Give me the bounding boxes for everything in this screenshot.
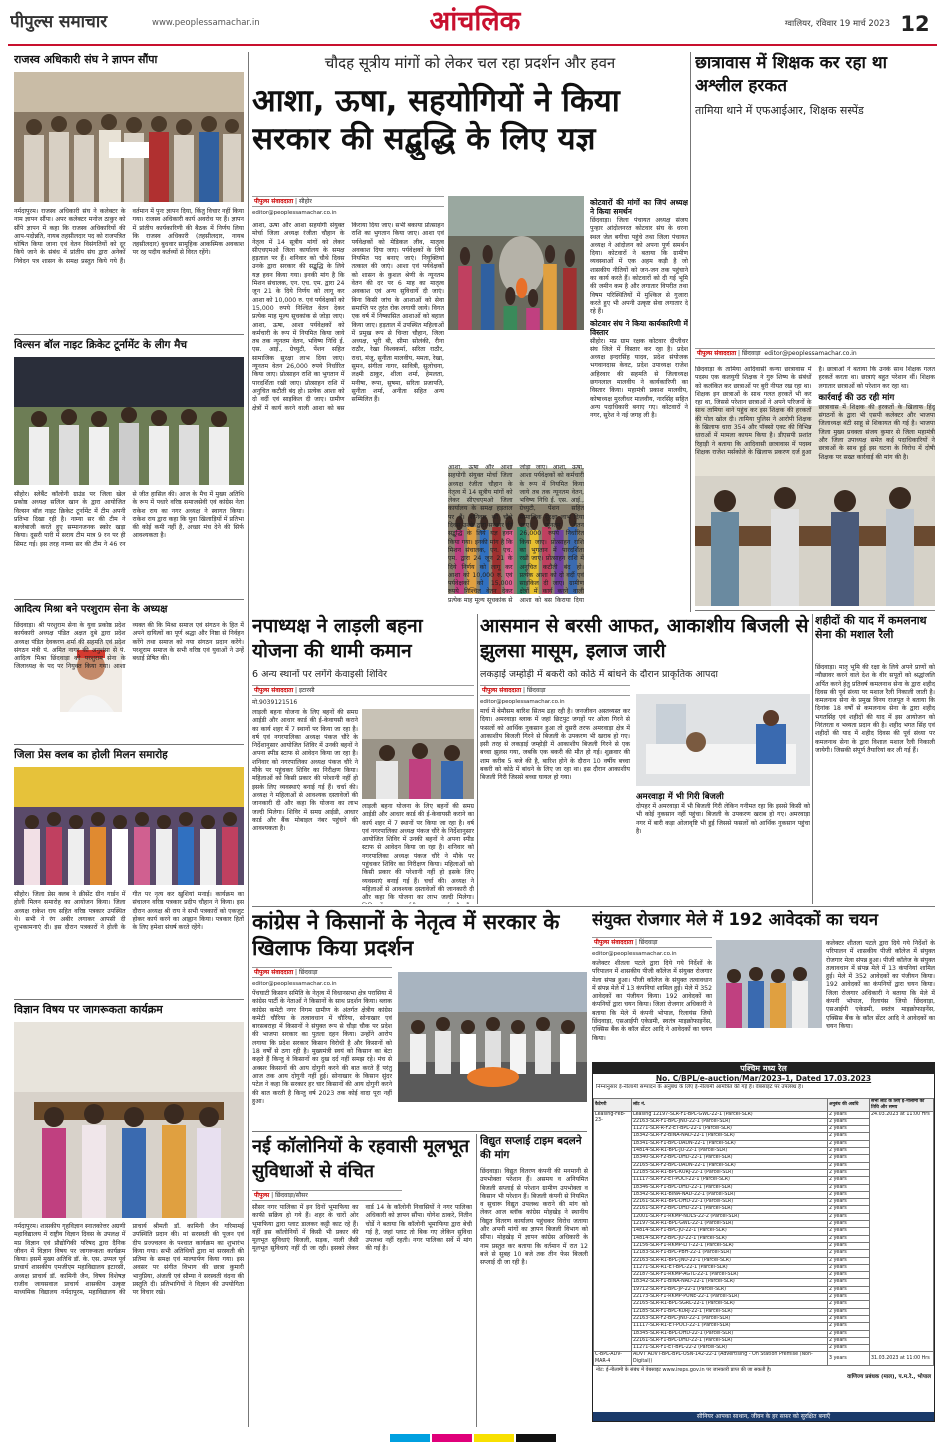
cell-lot: 12183-SLR-F1-BPL-PBH-22-1 (Parcel-SLR) xyxy=(632,1250,828,1257)
body-text: सौसर नगर पालिका में इन दिनों भूमाफिया का काफी सक्रिय हो गये हैं। शहर के चारों ओर भूमाफिया द्वारा प्लाट डालकर कट्टी काट रहे हैं। वहीं इस कॉलोनियों में किसी भी प्रकार की मूलभूत सुविधाएं बिजली, सड़क, नाली जैसी मूलभूत सुविधाएं नहीं दी जा रही। इसको लेकर वार्ड 14 के कॉलोनी निवासियों ने नगर पालिका अधिकारी को ज्ञापन सौंपा। योगेश ठाकरे, नितीन चोर्डे ने बताया कि कॉलोनी भूमाफिया द्वारा बेची गई है, जहां प्लाट तो बिक गए लेकिन सुविधा उपलब्ध नहीं रहती। नगर पालिका सर्वे में मांग की गई है। xyxy=(252,1204,472,1253)
cell-period: 2 years xyxy=(828,1286,870,1293)
cell-period: 2 years xyxy=(828,1169,870,1176)
body-text: कलेक्टर शीतला पटले द्वारा दिये गये निर्देशों के परिपालन में शासकीय पीजी कॉलेज में संयुक्त रोजगार मेला संपन्न हुआ। पीजी कॉलेज के संयुक्त तत्वावधान में संपन्न मेले में 13 कंपनियां शामिल हुई। मेले में 352 आवेदकों का पंजीयन किया। 192 आवेदकों का कंपनियों द्वारा चयन किया। जिला रोजगार अधिकारी ने बताया कि मेले में कंपनी भोपाल, रिलायंस जियो छिंदवाड़ा, एसआईपी एकेडमी, स्वतंत्र माइक्रोफाइनेंस, एक्सिस बैंक के कॉल सेंटर आदि ने आवेदकों का चयन किया। xyxy=(592,960,712,1042)
cell-lot: 14814-SLR-R1-BPL-JU-22-1 (Parcel-SLR) xyxy=(632,1148,828,1155)
byline: पीपुल्स संवाददाता | छिंदवाड़ा xyxy=(480,685,630,696)
headline: नई कॉलोनियों के रहवासी मूलभूत सुविधाओं से वंचित xyxy=(252,1136,470,1182)
body-text: छिंदवाड़ा। विद्युत वितरण कंपनी की मनमानी से उपभोक्ता परेशान हैं। असमय व अनियमित बिजली सप्लाई से परेशान ग्रामीण उपभोक्ता व किसान भी परेशान हैं। बिजली कंपनी से नियमित व सुचारू विद्युत उपलब्ध कराने की मांग को लेकर आज ब्लॉक कांग्रेस मोहखेड़ ने स्थानीय विद्युत वितरण कार्यालय पहुंचकर विरोध जताया और अपनी मांगों का ज्ञापन बिजली विभाग को सौंपा। मोहखेड़ में ज्ञापन कांग्रेस अधिकारी के नाम प्रस्तुत कर बताया कि वर्तमान में रात 12 बजे से सुबह 10 बजे तक तीन फेस बिजली सप्लाई दी जा रही है। xyxy=(480,1168,588,1267)
cell-period: 2 years xyxy=(828,1294,870,1301)
color-registration-strip xyxy=(0,1430,945,1445)
cell-period: 2 years xyxy=(828,1213,870,1220)
cell-period: 2 years xyxy=(828,1199,870,1206)
cell-period: 2 years xyxy=(828,1242,870,1249)
body-continuation: कलेक्टर शीतला पटले द्वारा दिये गये निर्देशों के परिपालन में शासकीय पीजी कॉलेज में संयुक्त रोजगार मेला संपन्न हुआ। पीजी कॉलेज के संयुक्त तत्वावधान में संपन्न मेले में 13 कंपनियां शामिल हुई। मेले में 352 आवेदकों का पंजीयन किया। 192 आवेदकों का कंपनियों द्वारा चयन किया। जिला रोजगार अधिकारी ने बताया कि मेले में कंपनी भोपाल, रिलायंस जियो छिंदवाड़ा, एसआईपी एकेडमी, स्वतंत्र माइक्रोफाइनेंस, एक्सिस बैंक के कॉल सेंटर आदि ने आवेदकों का चयन किया। xyxy=(826,940,935,1030)
body-text-2: दोपहर में अमरवाड़ा में भी बिजली गिरी लेकिन गनीमत रहा कि इससे किसी को भी कोई नुकसान नहीं पहुंचा। बिजली के उपकरण खराब हो गए। अमरवाड़ा नगर में बारी कड़ा ओलावृष्टि भी हुई जिससे फसलों को आर्थिक नुकसान पहुंचा है। xyxy=(636,803,810,835)
divider xyxy=(14,999,244,1000)
byline: पीपुल्स संवाददाता | छिंदवाड़ा editor@peoplessamachar.co.in xyxy=(695,348,935,359)
photo-ladli xyxy=(362,709,474,799)
story-press xyxy=(14,747,244,997)
photo-seminar xyxy=(14,1022,244,1218)
byline-email[interactable]: editor@peoplessamachar.co.in xyxy=(764,350,857,357)
cell-period: 3 years xyxy=(828,1352,870,1366)
photo-havan xyxy=(448,196,584,330)
headline: विद्युत सप्लाई टाइम बदलने की मांग xyxy=(480,1135,582,1161)
photo-holi xyxy=(14,767,244,885)
logo xyxy=(10,8,150,36)
tender-table xyxy=(593,1098,934,1366)
cell-lot: 22173-SLR-F1-RKMP-PUNE-22-1 (Parcel-SLR) xyxy=(632,1294,828,1301)
cell-period: 2 years xyxy=(828,1155,870,1162)
byline-place: छिंदवाड़ा xyxy=(741,350,761,357)
story-kotwar xyxy=(590,196,688,607)
table-row-advt xyxy=(594,1352,934,1366)
cell-lot: ADVT ADVT-BPL-BPL-OSN-142-22-1 (Advertising - On Station Premise (Non-Digital)) xyxy=(632,1352,828,1366)
photo-hospital xyxy=(636,694,810,786)
headline: जिला प्रेस क्लब का होली मिलन समारोह xyxy=(14,749,168,761)
headline: राजस्व अधिकारी संघ ने ज्ञापन सौंपा xyxy=(14,53,158,66)
cell-period: 2 years xyxy=(828,1206,870,1213)
headline: कांग्रेस ने किसानों के नेतृत्व में सरकार के खिलाफ किया प्रदर्शन xyxy=(252,910,560,960)
byline-source: पीपुल्स xyxy=(254,1192,270,1199)
divider xyxy=(252,1131,587,1132)
asha-byline xyxy=(252,196,444,218)
cell-lot: 11117-SLR-R1-ET-POCI-22-1 (Parcel-SLR) xyxy=(632,1323,828,1330)
hostel-byline xyxy=(695,348,935,368)
headline: आसमान से बरसी आफत, आकाशीय बिजली से झुलसा मासूम, इलाज जारी xyxy=(480,615,809,662)
hostel-body xyxy=(695,366,935,608)
body-continuation: आशा, ऊषा और आशा सहयोगी संयुक्त मोर्चा जिला अध्यक्ष रंजीता चौहान के नेतृत्व में 14 सूत्रीय मांगों को लेकर सीएचएमओ जिला कार्यालय के समक्ष हड़ताल पर हैं। शनिवार को चौथे दिवस उनके द्वारा सरकार की सद्बुद्धि के लिये यज्ञ हवन किया गया। इनकी मांग है कि मिशन संचालक, एन. एच. एम. द्वारा 24 जून 21 के दिये निर्णय को लागू कर आशा को 10,000 रु. एवं पर्यवेक्षकों को 15,000 रुपये निश्चित वेतन देकर प्रत्येक माह मूल्य सूचकांक से जोड़ा जाए। आशा, ऊषा, आशा पर्यवेक्षकों को कर्मचारी के रूप में नियमित किया जाये तब तक न्यूनतम वेतन, भविष्य निधि ई. एस. आई., ग्रेच्युटी, पेंशन सहित सामाजिक सुरक्षा लाभ दिया जाए। न्यूनतम वेतन 26,000 रुपये निर्धारित किया जाए। प्रोत्साहन राशि का भुगतान में पारदर्शिता रखी जाए। प्रोत्साहन राशि में अनुचित कटौती बंद हो। प्रत्येक आशा को दो वर्दी एवं साइकिल दी जाए। ग्रामीण क्षेत्रों में कार्य करने वाली आशा को बस किराया दिया xyxy=(448,464,584,604)
column-divider xyxy=(812,614,813,904)
th-date: सभी लॉट के लिए ई-नीलामी की तिथि और समय xyxy=(870,1099,934,1112)
cell-category: Leasing-Feb-23- xyxy=(594,1111,632,1352)
cell-period: 2 years xyxy=(828,1323,870,1330)
headline: आशा, ऊषा, सहयोगियों ने किया सरकार की सद्बुद्धि के लिए यज्ञ xyxy=(252,83,620,157)
cell-period: 2 years xyxy=(828,1162,870,1169)
cell-lot: 12185-SLR-F1-BPL-KURJ-22-1 (Parcel-SLR) xyxy=(632,1308,828,1315)
cell-period: 2 years xyxy=(828,1148,870,1155)
headline: संयुक्त रोजगार मेले में 192 आवेदकों का चयन xyxy=(592,910,879,929)
byline-email[interactable]: editor@peoplessamachar.co.in xyxy=(252,210,337,216)
body-text: छिंदवाड़ा। जिला पंचायत अध्यक्ष संजय पुन्हार आंदोलनरत कोटवार संघ के धरना स्थल जेल बगीचा पहुंचे तथा जिला पंचायत अध्यक्ष ने आंदोलन को अपना पूर्ण समर्थन दिया। कोटवारों ने बताया कि ग्रामीण व्यवस्थाओं में एक अहम कड़ी है जो शासकीय नीतियों को जन-जन तक पहुंचाने का कार्य करते हैं। कोटवारों को दी गई भूमि की जमीन कम है और लगातार विपरीत तथा विषम परिस्थितियों में मुश्किल से गुजारा करते हुए भी अपनी उत्कृष्ट सेवा लगातार दे रहे हैं। xyxy=(590,217,688,316)
cell-period: 2 years xyxy=(828,1228,870,1235)
cell-period: 2 years xyxy=(828,1345,870,1352)
asha-body-right xyxy=(448,464,584,607)
cell-lot: 22163-SLR-F1-BPL-JNU-22-1 (Parcel-SLR) xyxy=(632,1118,828,1125)
story-hostel xyxy=(695,52,935,202)
photo-memorandum xyxy=(14,72,244,202)
cell-lot: 11271-SLR-R1-ET-BPL-22-1 (Parcel-SLR) xyxy=(632,1264,828,1271)
cell-period: 2 years xyxy=(828,1177,870,1184)
body-text: नर्मदापुरम। शासकीय गृहविज्ञान स्नातकोत्तर अग्रणी महाविद्यालय में राष्ट्रीय विज्ञान दिवस के उपलक्ष में मप्र विज्ञान एवं प्रौद्योगिकी परिषद द्वारा दैनिक जीवन में विज्ञान विषय पर जागरूकता कार्यक्रम किया। इसमें मुख्य अतिथि डॉ. के. एस. उप्पल पूर्व प्राचार्य शासकीय एमजीएम महाविद्यालय इटारसी, अध्यक्ष प्राचार्य डॉ. कामिनी जैन, विषय विशेषज्ञ राजीव जायसवाल प्राचार्य शासकीय उत्कृष्ट माध्यमिक विद्यालय नर्मदापुरम, महाविद्यालय की प्राचार्य श्रीमती डॉ. कामिनी जैन गरिमामई उपस्थिति प्रदान की। मां सरस्वती की पूजन एवं दीप प्रज्ज्वलन के पश्चात कार्यक्रम का शुभारंभ किया गया। सभी अतिथियों द्वारा मां सरस्वती की प्रतिमा के समक्ष एवं माल्यार्पण किया गया। इस अवसर पर संगीत विभाग की छात्रा कुमारी भानुप्रिया, अंजली एवं सौम्या ने सरस्वती वंदना की प्रस्तुति दी। प्रतिभागियों ने विज्ञान की उपयोगिता पर विचार रखे। xyxy=(14,1223,244,1297)
body-text: नर्मदापुरम। राजस्व अधिकारी संघ ने कलेक्टर के नाम ज्ञापन सौंपा। अपर कलेक्टर मनोज ठाकुर को सौंपे ज्ञापन में कहा कि राजस्व अधिकारियों की आप-पदोन्नति, नायब तहसीलदार पद को राजपत्रित घोषित किया जाना एवं वेतन विसंगतियों को दूर किये जाने के संबंध में प्रांतीय संघ द्वारा अनेकों निवेदन पत्र शासन के समक्ष प्रस्तुत किये गये हैं। वर्तमान में पुनः ज्ञापन दिया, किंतु विचार नहीं किया गया। राजस्व अधिकारी कार्य अवरोध पर हैं। ज्ञापन में प्रांतीय कार्यकारिणी की बैठक में निर्णय लिया कि राजस्व अधिकारी (तहसीलदार, नायब तहसीलदार) बुधवार सामूहिक आकस्मिक अवकाश पर रह पदीय कर्तव्यों से विरत रहेंगे। xyxy=(14,208,244,265)
byline-source: पीपुल्स संवाददाता xyxy=(254,687,294,694)
body-text-right xyxy=(362,803,474,904)
story-shaheed xyxy=(815,614,935,904)
story-colony xyxy=(252,1134,472,1427)
tender-notice xyxy=(592,1062,935,1422)
body-text: सीहोर। स्लेबैंट कॉलोनी ग्राउंड पर जिला खेल प्रकोष्ठ अध्यक्ष सलिल खान के द्वारा आयोजित विल्सन बॉल नाइट क्रिकेट टूर्नामेंट में टीम अपनी प्रतिभा दिखा रही है। नाम्या सर की टीम ने बल्लेबाजी करते हुए सम्मानजनक स्कोर खड़ा किया। दूसरी पारी में सराय टीम मात्र 9 रन पर ही सिमट गई। इस तरह नाम्या सर की टीम ने 46 रन से जीत हासिल की। आज के मैच में मुख्य अतिथि के रूप में पधारे वरिष्ठ समाजसेवी एवं कांग्रेस नेता राकेश राय का नगर अध्यक्ष ने स्वागत किया। राकेश राय द्वारा कहा कि युवा खिलाड़ियों में प्रतिभा की कोई कमी नहीं है, अच्छा मंच देने की सिर्फ आवश्यकता है। xyxy=(14,491,244,548)
divider xyxy=(14,744,244,745)
story-rajasva xyxy=(14,52,244,332)
table-row xyxy=(594,1111,934,1118)
page-number: 12 xyxy=(900,12,930,36)
cell-category: C-BPL-ADV-MAR-4 xyxy=(594,1352,632,1366)
cell-lot: 18340-SLR-F2-BPL-DHD-22-1 (Parcel-SLR) xyxy=(632,1155,828,1162)
cell-lot: 11271-SLR-R-F2-ET-BPL-22-1 (Parcel-SLR) xyxy=(632,1126,828,1133)
column-divider xyxy=(690,52,691,612)
body-text: मार्च में बेमौसम बारिश सितम ढहा रही है। जनजीवन अस्तव्यस्त कर दिया। अमरवाड़ा ब्लाक में जहां छिटपुट जगहों पर ओला गिरने से फसलों को आर्थिक नुकसान हुआ तो दूसरी तरफ अमरवाड़ा क्षेत्र में आकाशीय बिजली गिरने से बिजली के उपकरण भी खराब हो गए। इसी तरह से लकड़ाई जम्होड़ी में आकाशीय बिजली गिरने से एक बच्चा झुलस गया, जबकि एक बकरी की मौत हो गई। शुक्रवार की शाम करीब 5 बजे की है, बारिश होने के दौरान 10 वर्षीय बच्चा बकरी को कोठे में बांधने के लिए जा रहा था। इस दौरान आकाशीय बिजली गिरी जिससे बच्चा घायल हो गया। xyxy=(480,708,630,782)
cell-period: 2 years xyxy=(828,1330,870,1337)
story-rojgar xyxy=(592,909,935,1059)
th-category: कैटेगरी xyxy=(594,1099,632,1112)
story-vigyan xyxy=(14,1002,244,1427)
cell-lot: 22161-SLR-F1-BPL-DHD-22-1 (Parcel-SLR) xyxy=(632,1337,828,1344)
cell-lot: Leasing 12197-SLR-F1-BPL-GWL-22-1 (Parcel-SLR) xyxy=(632,1111,828,1118)
kicker: चौदह सूत्रीय मांगों को लेकर चल रहा प्रदर्शन और हवन xyxy=(324,54,616,72)
byline-source: पीपुल्स संवाददाता xyxy=(697,350,737,357)
tender-intro: निम्नानुसार ई-नीलामी सम्पादन के अनुबंध के लिए ई-नीलामी आमंत्रित की गई है। वेबसाइट पर उपलब्ध है। xyxy=(596,1084,804,1090)
tender-footer: नोट: ई-नीलामी के संबंध में वेबसाइट www.ireps.gov.in पर जानकारी प्राप्त की जा सकती है। xyxy=(596,1366,772,1373)
website-url[interactable]: www.peoplessamachar.in xyxy=(152,18,260,28)
cell-lot: 18341-SLR-F1-BPL-DADN-22-1 (Parcel-SLR) xyxy=(632,1140,828,1147)
deck: तामिया थाने में एफआईआर, शिक्षक सस्पेंड xyxy=(695,104,864,117)
byline: पीपुल्स | छिंदवाड़ा/सौसर xyxy=(252,1190,402,1201)
cell-lot: 11271-SLR-F1-ET-BPL-22-2 (Parcel-SLR) xyxy=(632,1345,828,1352)
story-congress xyxy=(252,909,587,1129)
cell-lot: 22165-SLR-F2-BPL-DADN-22-1 (Parcel-SLR) xyxy=(632,1162,828,1169)
headline: नपाध्यक्ष ने लाड़ली बहना योजना की थामी कमान xyxy=(252,615,423,662)
byline: पीपुल्स संवाददाता | इटारसी xyxy=(252,685,474,696)
headline: शहीदों की याद में कमलनाथ सेना की मशाल रैली xyxy=(815,614,927,641)
divider xyxy=(14,334,244,335)
photo-congress-protest xyxy=(398,972,587,1102)
cell-period: 2 years xyxy=(828,1308,870,1315)
cell-lot: 14814-SLR-F1-BPL-JU-22-1 (Parcel-SLR) xyxy=(632,1228,828,1235)
cell-lot: 11117-SLR-F2-ET-POCI-22-1 (Parcel-SLR) xyxy=(632,1177,828,1184)
masthead xyxy=(0,0,945,44)
cell-lot: 22165-SLR-R1-BPL-SGRL-22-1 (Parcel-SLR) xyxy=(632,1301,828,1308)
cell-lot: 18346-SLR-F1-BPL-DHD-22-1 (Parcel-SLR) xyxy=(632,1184,828,1191)
logo-text: पीपुल्स समाचार xyxy=(10,12,108,32)
cell-lot: 18342-SLR-F2-BINA-NAD-22-1 (Parcel-SLR) xyxy=(632,1133,828,1140)
byline-place: इटारसी xyxy=(298,687,315,694)
cell-lot: 12185-SLR-R1-BPL-KURJ-22-1 (Parcel-SLR) xyxy=(632,1169,828,1176)
cell-period: 2 years xyxy=(828,1279,870,1286)
cell-period: 2 years xyxy=(828,1140,870,1147)
headline: विल्सन बॉल नाइट क्रिकेट टूर्नामेंट के लीग मैच xyxy=(14,339,188,351)
divider xyxy=(695,610,935,611)
divider xyxy=(252,906,935,907)
story-vidyut xyxy=(480,1134,588,1427)
body-text: छिंदवाड़ा। श्री परशुराम सेना के युवा प्रकोष्ठ प्रदेश कार्यकारी अध्यक्ष पंडित अक्षत दुबे द्वारा प्रदेश अध्यक्ष पंडित देवकरण शर्मा की सहमति एवं प्रदेश संगठन मंत्री पं. अमित नागर की अनुशंसा से पं. आदित्य मिश्रा छिंदवाड़ा को परशुराम सेना के जिलाध्यक्ष के पद पर नियुक्त किया गया। आशा व्यक्त की कि मिश्रा समाज एवं संगठन के हित में अपने दायित्वों का पूर्ण श्रद्धा और निष्ठा से निर्वहन करेंगे तथा समाज को नया संगठन प्रदान करेंगे। परशुराम समाज के सभी वरिष्ठ एवं युवाओं ने उन्हें बधाई प्रेषित की। xyxy=(14,622,244,671)
cell-auction-date: 31.03.2023 at 11:00 Hrs xyxy=(870,1352,934,1366)
story-aditya xyxy=(14,602,244,742)
cell-period: 2 years xyxy=(828,1315,870,1322)
subhead: कोटवार संघ ने किया कार्यकारिणी में विस्तार xyxy=(590,318,688,337)
byline-place: छिंदवाड़ा/सौसर xyxy=(275,1192,308,1199)
story-bijli xyxy=(480,614,810,904)
cell-period: 2 years xyxy=(828,1264,870,1271)
byline-email[interactable]: editor@peoplessamachar.co.in xyxy=(592,951,677,957)
cell-lot: 22163-SLR-R1-BPL-JNU-22-1 (Parcel-SLR) xyxy=(632,1257,828,1264)
body-text-2: छात्रावास में शिक्षक की हरकतों के खिलाफ हिंदू संगठनों के द्वारा भी एसपी कलेक्टर और भाजपा जिलाध्यक्ष बंटी साहू से शिकायत की गई है। भाजपा जिला मुख्य प्रवक्ता संजय कुमार से जिला महामंत्री और जिला उपाध्यक्ष समेत कई पदाधिकारियों ने छात्राओं के साथ हुई इस घटना के विरोध में दोषी शिक्षक पर सख्त कार्रवाई की मांग की है। xyxy=(818,403,935,461)
byline-place: छिंदवाड़ा xyxy=(638,939,658,946)
th-period: अनुबंध की अवधि xyxy=(828,1099,870,1112)
masthead-divider xyxy=(8,44,937,46)
cell-lot: 14814-SLR-F2-BPL-JU-22-1 (Parcel-SLR) xyxy=(632,1235,828,1242)
th-lot: लॉट नं. xyxy=(632,1099,828,1112)
cell-lot: 18342-SLR-R1-BINA-NAD-22-1 (Parcel-SLR) xyxy=(632,1191,828,1198)
byline: पीपुल्स संवाददाता | छिंदवाड़ा xyxy=(252,967,392,978)
byline-place: छिंदवाड़ा xyxy=(298,969,318,976)
headline: विज्ञान विषय पर जागरूकता कार्यक्रम xyxy=(14,1003,163,1016)
tender-bottom-strip: सीनियर आपका साथान, जीवन के हर सफ़र को सुरक्षित बनाएँ xyxy=(593,1412,934,1421)
cell-period: 2 years xyxy=(828,1111,870,1118)
byline-source: पीपुल्स संवाददाता xyxy=(254,198,294,205)
section-title: आंचलिक xyxy=(429,6,521,37)
tender-signatory: वाणिज्य प्रबंधक (माल), प.म.रे., भोपाल xyxy=(847,1374,931,1381)
cell-lot: 12197-SLR-R1-BPL-GWL-22-1 (Parcel-SLR) xyxy=(632,1221,828,1228)
body-text: पेंचघाटी किसान समिति के नेतृत्व में विधानसभा क्षेत्र परासिया में कांग्रेस पार्टी के नेताओं ने किसानों के साथ प्रदर्शन किया। ब्लाक कांग्रेस कमेटी नगर निगम ग्रामीण के अंतर्गत क्षेत्रीय कांग्रेस कमेटी चौरिया के तत्वावधान में चौरिया, सोनाखार एवं बारसबराहा में किसानों ने संयुक्त रूप से चौड़ा चौक पर प्रदेश की भाजपा सरकार का पुतला दहन किया। उन्होंने आरोप लगाया कि प्रदेश सरकार किसान विरोधी है और किसानों को 18 वर्षों से ठगा रही है। मुख्यमंत्री स्वयं को किसान का बेटा कहते हैं किन्तु वे किसानों का दुख दर्द नहीं समझ रहे। मंच से अक्सर किसानों की आय दोगुनी करने की बात करते हैं परंतु आज तक आय दोगुनी नहीं हुई। सोनाखार के किसान सुंदर पटेल ने कहा कि सरकार हर चार किसानों की आय दोगुनी करने की बात करती है किन्तु वर्ष 2023 तक कोई वादा पूरा नहीं हुआ। xyxy=(252,990,393,1105)
cell-lot: 12156-SLR-F1-RKMP-LTT-22-1 (Parcel-SLR) xyxy=(632,1242,828,1249)
byline-place: सीहोर xyxy=(298,198,312,205)
tender-org: पश्चिम मध्य रेल xyxy=(593,1063,934,1074)
body-text-right xyxy=(826,940,935,1059)
headline: आदित्य मिश्रा बने परशुराम सेना के अध्यक्ष xyxy=(14,604,168,615)
body-continuation: लाड़ली बहना योजना के लिए बहनों की समग्र आईडी और आधार कार्ड की ई-केवायसी कराने का कार्य शहर में 7 स्थानों पर किया जा रहा है। वर्ष एवं नगरपालिका अध्यक्ष पंकज चौरे के निर्देशानुसार आयोजित शिविर में उनकी बहनों ने अपना स्पीड स्टाफ से आवेदन किया जा रहा है। शनिवार को नगरपालिका अध्यक्ष पंकज चौरे ने मौके पर पहुंचकर शिविर का निरीक्षण किया। महिलाओं को किसी प्रकार की परेशानी नहीं हो इसके लिए व्यवस्थाएं बनाई गई हैं। चर्चा की। अध्यक्ष ने महिलाओं से आवश्यक दस्तावेजों की जानकारी दी और कहा कि योजना का लाभ जल्दी मिलेगा। xyxy=(362,803,474,902)
asha-body: आशा, ऊषा और आशा सहयोगी संयुक्त मोर्चा जिला अध्यक्ष रंजीता चौहान के नेतृत्व में 14 सूत्रीय मांगों को लेकर सीएचएमओ जिला कार्यालय के समक्ष हड़ताल पर हैं। शनिवार को चौथे दिवस उनके द्वारा सरकार की सद्बुद्धि के लिये यज्ञ हवन किया गया। इनकी मांग है कि मिशन संचालक, एन. एच. एम. द्वारा 24 जून 21 के दिये निर्णय को लागू कर आशा को 10,000 रु. एवं पर्यवेक्षकों को 15,000 रुपये निश्चित वेतन देकर प्रत्येक माह मूल्य सूचकांक से जोड़ा जाए। आशा, ऊषा, आशा पर्यवेक्षकों को कर्मचारी के रूप में नियमित किया जाये तब तक न्यूनतम वेतन, भविष्य निधि ई. एस. आई., ग्रेच्युटी, पेंशन सहित सामाजिक सुरक्षा लाभ दिया जाए। न्यूनतम वेतन 26,000 रुपये निर्धारित किया जाए। प्रोत्साहन राशि का भुगतान में पारदर्शिता रखी जाए। प्रोत्साहन राशि में अनुचित कटौती बंद हो। प्रत्येक आशा को दो वर्दी एवं साइकिल दी जाए। ग्रामीण क्षेत्रों में कार्य करने वाली आशा को बस किराया दिया जाए। सभी बकाया प्रोत्साहन राशि का भुगतान किया जाए। आशा एवं पर्यवेक्षकों को मेडिकल लीव, मातृत्व अवकाश दिया जाए। पर्यवेक्षकों के लिये नियमित पद बनाए जाएं। नियुक्तियां तत्काल की जाएं। आशा एवं पर्यवेक्षकों को शासन के कुशल श्रेणी के न्यूनतम वेतन की दर पर 6 माह का मातृत्व अवकाश एवं अन्य सुविधायें दी जाएं। बिना किसी जांच के आशाओं को सेवा समाप्ति पर तुरंत रोक लगायी जाये। विगत एक वर्ष में निष्कासित आशाओं को बहाल किया जाए। हड़ताल में उपस्थित महिलाओं में प्रमुख रूप से चिन्ता चौहान, जिला अध्यक्ष, भूरी बी, सीमा सोलंकी, रीना राठौर, रेखा विश्वकर्मा, सरिता राठौर, राधा, मंजू, सुनीता मालवीय, ममता, रेखा, सुमन, संगीता नागर, सावित्री, सुलोचना, लक्ष्मी ठाकुर, शीला शर्मा, हेमलता, मनीषा, रूपा, सुषमा, सरिता प्रजापति, सुनीता शर्मा, अनीता सहित अन्य सम्मिलित हैं। xyxy=(252,222,444,412)
tender-notice-no: No. C/BPL/e-auction/Mar/2023-1, Dated 17.03.2023 xyxy=(655,1074,872,1083)
body-text: सीहोर। मप्र ग्राम रक्षक कोटवार दीप्तीधर संघ जिले में विस्तार कर रहा है। प्रदेश अध्यक्ष इन्दरसिंह यादव, प्रदेश संयोजक भगवानदास केवट, प्रदेश उपाध्यक्ष राजेश अहिरवार की सहमति से जिलाध्यक्ष छगनलाल मालवीय ने कार्यकारिणी का विस्तार किया। महामंत्री प्रकाश मालवीय, कोषाध्यक्ष मुरलीधर मालवीय, नारसिंह सहित अन्य पदाधिकारी बनाए गए। कोटवारों ने नगर, सुरेश ने नई जगह ली है। xyxy=(590,337,688,420)
cell-period: 2 years xyxy=(828,1133,870,1140)
cell-lot: 18345-SLR-R1-BPL-DHD-22-1 (Parcel-SLR) xyxy=(632,1330,828,1337)
body-text-right xyxy=(636,790,810,904)
byline-place: छिंदवाड़ा xyxy=(526,687,546,694)
cell-lot: 22161-SLR-F2-BPL-DHD-22-1 (Parcel-SLR) xyxy=(632,1206,828,1213)
cell-period: 2 years xyxy=(828,1337,870,1344)
body-text: छिंदवाड़ा। मातृ भूमि की रक्षा के लिये अपने प्राणों को न्यौछावर करने वाले देश के वीर सपूतों को श्रद्धांजलि अर्पित करने हेतु प्रतिवर्ष कमलनाथ सेना के द्वारा शहीद दिवस की पूर्व संध्या पर मशाल रैली निकाली जाती है। कमलनाथ सेना के प्रमुख विनय राजपूत ने बताया कि दिनांक 18 वर्षों से कमलनाथ सेना के द्वारा शहीद भगतसिंह एवं शहीदों की याद में इस आयोजन को निरंतरता व भव्यता प्रदान की है। शहीद भगत सिंह एवं शहीदों की याद में शहीद दिवस की पूर्व संध्या पर कमलनाथ सेना के द्वारा विशाल मशाल रैली निकाली जायेगी। जिसकी संपूर्ण तैयारियां कर ली गई हैं। xyxy=(815,664,935,754)
cell-period: 2 years xyxy=(828,1221,870,1228)
body-text: छिंदवाड़ा के तामिया आदिवासी कन्या छात्रावास में पदस्थ एक कलयुगी शिक्षक ने गुरु शिष्य के संबंधों को कलंकित कर छात्राओं पर बुरी नीयत रख रहा था। शिक्षक इन छात्राओं के साथ गलत हरकतें भी कर रहा था, जिससे परेशान छात्राओं ने अपने परिजनों के साथ तामिया थाने पहुंच कर इस शिक्षक की हरकतों की पोल खोल दी। तामिया पुलिस ने आरोपी शिक्षक के खिलाफ धारा 354 और पॉक्सो एक्ट की विभिन्न धाराओं में मामला कायम किया है। डीएसपी प्रशांत रिहाड़ी ने बताया कि आदिवासी छात्रावास में पदस्थ शिक्षक राजेश मर्सकोले के खिलाफ प्रकरण दर्ज हुआ है। छात्राओं ने बताया कि उनके साथ शिक्षक गलत हरकतें करता था। छात्राएं बहुत परेशान थीं। शिक्षक लगातार छात्राओं को परेशान कर रहा था। xyxy=(695,366,935,456)
cell-period: 2 years xyxy=(828,1118,870,1125)
tender-rows xyxy=(594,1111,934,1365)
byline: पीपुल्स संवाददाता | सीहोर xyxy=(252,196,444,207)
cell-period: 2 years xyxy=(828,1184,870,1191)
cell-lot: 22187-SLR-F1-RKMP-AGTL-22-1 (Parcel-SLR) xyxy=(632,1272,828,1279)
byline-source: पीपुल्स संवाददाता xyxy=(254,969,294,976)
subhead: अमरवाड़ा में भी गिरी बिजली xyxy=(636,792,724,802)
byline-email[interactable]: editor@peoplessamachar.co.in xyxy=(252,981,337,987)
cell-period: 2 years xyxy=(828,1301,870,1308)
deck: 6 अन्य स्थानों पर लगेंगे केवाइसी शिविर xyxy=(252,669,388,680)
phone: मो.9039121516 xyxy=(252,699,298,706)
cell-auction-date: 24.03.2023 at 11:00 Hrs xyxy=(870,1111,934,1352)
byline: पीपुल्स संवाददाता | छिंदवाड़ा xyxy=(592,937,712,948)
subhead: कार्रवाई की उठ रही मांग xyxy=(818,392,895,403)
subhead: कोटवारों की मांगों का जिपं अध्यक्ष ने किया समर्थन xyxy=(590,198,688,216)
cell-lot: 19712-SLR-F1-BPL-JP-22-1 (Parcel-SLR) xyxy=(632,1286,828,1293)
body-text: सीहोर। जिला प्रेस क्लब ने क्रीसेंट ग्रीन गार्डन में होली मिलन समारोह का आयोजन किया। जिला अध्यक्ष राकेश राय सहित वरिष्ठ पत्रकार उपस्थित थे। सभी ने रंग अबीर लगाकर आपसी दी शुभकामनाएं दी। इस दौरान पत्रकारों ने होली के गीत पर नृत्य कर खुशियां मनाई। कार्यक्रम का संचालन वरिष्ठ पत्रकार प्रदीप चौहान ने किया। इस दौरान अध्यक्ष श्री राय ने सभी पत्रकारों को एकजुट होकर कार्य करने का आह्वान किया। पत्रकार हितों के लिए हमेशा संघर्ष करते रहेंगे। xyxy=(14,891,244,932)
cell-period: 2 years xyxy=(828,1235,870,1242)
cell-period: 2 years xyxy=(828,1126,870,1133)
column-divider xyxy=(248,52,249,1427)
story-cricket xyxy=(14,337,244,597)
photo-rojgar xyxy=(716,940,822,1028)
cell-lot: 12001-SLR-F1-RKMP-NDLS-22-2 (Parcel-SLR) xyxy=(632,1213,828,1220)
byline-source: पीपुल्स संवाददाता xyxy=(594,939,634,946)
column-divider xyxy=(477,614,478,904)
deck: लकड़ाई जम्होड़ी में बकरी को कोठे में बांधने के दौरान प्राकृतिक आपदा xyxy=(480,669,718,680)
byline-source: पीपुल्स संवाददाता xyxy=(482,687,522,694)
cell-lot: 22161-SLR-R1-BPL-DHD-22-1 (Parcel-SLR) xyxy=(632,1199,828,1206)
body-text: लाड़ली बहना योजना के लिए बहनों की समग्र आईडी और आधार कार्ड की ई-केवायसी कराने का कार्य शहर में 7 स्थानों पर किया जा रहा है। वर्ष एवं नगरपालिका अध्यक्ष पंकज चौरे के निर्देशानुसार आयोजित शिविर में उनकी बहनों ने अपना स्पीड स्टाफ से आवेदन किया जा रहा है। शनिवार को नगरपालिका अध्यक्ष पंकज चौरे ने मौके पर पहुंचकर शिविर का निरीक्षण किया। महिलाओं को किसी प्रकार की परेशानी नहीं हो इसके लिए व्यवस्थाएं बनाई गई हैं। चर्चा की। अध्यक्ष ने महिलाओं से आवश्यक दस्तावेजों की जानकारी दी और कहा कि योजना का लाभ जल्दी मिलेगा। शिविर में समग्र आईडी, आधार कार्ड और बैंक मोबाइल नंबर पहुंचने की आवश्यकता है। xyxy=(252,709,358,833)
dateline: ग्वालियर, रविवार 19 मार्च 2023 xyxy=(784,19,890,29)
headline: छात्रावास में शिक्षक कर रहा था अश्लील हरकत xyxy=(695,53,888,96)
cell-period: 2 years xyxy=(828,1191,870,1198)
divider xyxy=(14,599,244,600)
cell-period: 2 years xyxy=(828,1250,870,1257)
cell-lot: 22163-SLR-F2-BPL-JNU-22-1 (Parcel-SLR) xyxy=(632,1315,828,1322)
column-divider xyxy=(476,1134,477,1427)
cell-period: 2 years xyxy=(828,1272,870,1279)
story-ladli xyxy=(252,614,474,904)
cell-period: 2 years xyxy=(828,1257,870,1264)
photo-cricket xyxy=(14,357,244,485)
byline-email[interactable]: editor@peoplessamachar.co.in xyxy=(480,699,565,705)
cell-lot: 18342-SLR-F1-BINA-NAD-22-1 (Parcel-SLR) xyxy=(632,1279,828,1286)
